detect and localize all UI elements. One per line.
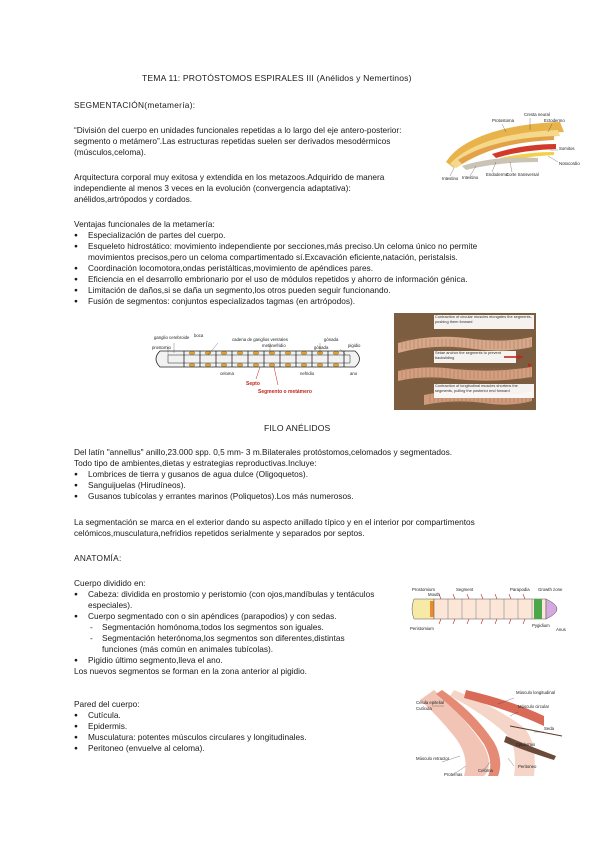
segmento-label: Segmento o metámero xyxy=(258,389,312,395)
diagram-shape xyxy=(481,594,483,599)
segmentacion-heading xyxy=(74,100,195,111)
diagram-shape xyxy=(453,594,455,599)
wall-label: Celoma xyxy=(478,768,493,773)
segment-fig-label: cadena de ganglios ventrales xyxy=(232,337,288,342)
definition-line: segmento o metámero”.Las estructuras repetidas suelen ser derivados mesodérmicos xyxy=(74,136,391,146)
list-item: ● Epidermis. xyxy=(74,721,307,732)
diagram-shape xyxy=(269,363,275,366)
filo-para-line: La segmentación se marca en el exterior dando su aspecto anillado típico y en el interior por compartimentos xyxy=(74,517,475,527)
body-wall-figure xyxy=(414,686,566,778)
list-item: funciones (más común en animales tubícolas). xyxy=(102,644,274,654)
diagram-shape xyxy=(495,594,497,599)
diagram-shape xyxy=(495,619,497,624)
list-item: ● Lombrices de tierra y gusanos de agua dulce (Oligoquetos). xyxy=(74,469,354,480)
page-title: TEMA 11: PROTÓSTOMOS ESPIRALES III (Anélidos y Nemertinos) xyxy=(142,73,412,83)
diagram-shape xyxy=(333,363,339,366)
segment-fig-label: ano xyxy=(350,371,358,376)
diagram-shape xyxy=(205,363,211,366)
segment-fig-label: metanefridio xyxy=(262,343,286,348)
body-label: Anus xyxy=(556,627,566,632)
body-label: Mouth xyxy=(428,592,440,597)
diagram-shape xyxy=(523,594,525,599)
anatomia-heading: ANATOMÍA: xyxy=(74,553,122,563)
pared-list xyxy=(74,710,307,754)
diagram-shape xyxy=(301,363,307,366)
list-item: movimientos precisos,pero un celoma compartimentado sí.Excavación eficiente,natación, peristalsis. xyxy=(88,252,458,262)
segment-fig-label: prostomio xyxy=(152,345,171,350)
diagram-shape xyxy=(509,619,511,624)
diagram-shape xyxy=(189,363,195,366)
segment-fig-label: gónada xyxy=(314,345,329,350)
body-label: Parapodia xyxy=(510,587,530,592)
diagram-shape xyxy=(523,619,525,624)
embryo-label: Protostoma xyxy=(492,118,514,123)
list-item: ● Fusión de segmentos: conjuntos especializados tagmas (en artrópodos). xyxy=(74,296,477,307)
list-item: ● Pigidio último segmento,lleva el ano. xyxy=(74,655,374,666)
filo-line: Del latín "annellus" anillo,23.000 spp. 0,5 mm- 3 m.Bilaterales protóstomos,celomados y segmentados. xyxy=(74,447,453,457)
diagram-shape xyxy=(509,594,511,599)
list-item: ● Cabeza: dividida en prostomio y peristomio (con ojos,mandíbulas y tentáculos xyxy=(74,589,374,600)
list-item: ● Sanguijuelas (Hirudíneos). xyxy=(74,480,354,491)
body-label: Segment xyxy=(456,587,474,592)
diagram-shape xyxy=(253,363,259,366)
body-plan-figure xyxy=(408,585,570,635)
diagram-shape xyxy=(333,351,339,354)
anatomia-nota: Los nuevos segmentos se forman en la zona anterior al pigidio. xyxy=(74,666,307,676)
body-label: Growth zone xyxy=(538,587,563,592)
list-item: ● Peritoneo (envuelve al celoma). xyxy=(74,743,307,754)
diagram-shape xyxy=(317,363,323,366)
segmentacion-heading-label: SEGMENTACIÓN xyxy=(74,100,145,110)
ventajas-list xyxy=(74,230,477,307)
wall-label: Músculo circular xyxy=(518,704,550,709)
list-item: ● Cuerpo segmentado con o sin apéndices (parapodios) y con sedas. xyxy=(74,611,374,622)
wall-label: Músculo longitudinal xyxy=(516,690,555,695)
segmentacion-heading-suffix: (metamería): xyxy=(144,100,196,110)
segmentation-figure xyxy=(150,333,370,395)
list-item: ● Limitación de daños,si se daña un segmento,los otros pueden seguir funcionando. xyxy=(74,285,477,296)
list-item: ● Esqueleto hidrostático: movimiento independiente por secciones,más preciso.Un celoma único no permite xyxy=(74,241,477,252)
list-item: - Segmentación homónoma,todos los segmentos son iguales. xyxy=(74,622,374,633)
body-label: Peristomium xyxy=(410,626,434,631)
wall-label: Seda xyxy=(544,726,555,731)
diagram-shape xyxy=(237,351,243,354)
embryo-figure xyxy=(440,110,580,182)
diagram-shape xyxy=(481,619,483,624)
embryo-label: Intestino xyxy=(462,175,479,180)
list-item: - Segmentación heterónoma,los segmentos son diferentes,distintas xyxy=(74,633,374,644)
arquitectura-line: independiente al menos 3 veces en la evolución (convergencia adaptativa): xyxy=(74,183,351,193)
diagram-shape xyxy=(285,363,291,366)
body-label: Pygidium xyxy=(532,623,550,628)
peristalsis-figure xyxy=(394,313,536,410)
list-item: ● Coordinación locomotora,ondas peristálticas,movimiento de apéndices pares. xyxy=(74,263,477,274)
segment-fig-label: nefridio xyxy=(300,371,315,376)
list-item: ● Gusanos tubícolas y errantes marinos (Poliquetos).Los más numerosos. xyxy=(74,491,354,502)
list-item: ● Eficiencia en el desarrollo embrionario por el uso de módulos repetidos y ahorro de información génica. xyxy=(74,274,477,285)
list-item: ● Cutícula. xyxy=(74,710,307,721)
embryo-label: Endodermo xyxy=(486,172,509,177)
diagram-shape xyxy=(467,594,469,599)
anatomia-intro: Cuerpo dividido en: xyxy=(74,578,146,588)
wall-label: Músculo retractor xyxy=(416,756,450,761)
definition-line: (músculos,celoma). xyxy=(74,147,146,157)
wall-label: Peritoneo xyxy=(518,764,537,769)
embryo-label: Cresta neural xyxy=(524,112,550,117)
diagram-shape xyxy=(439,619,441,624)
embryo-label: Intestino xyxy=(442,176,459,181)
diagram-shape xyxy=(221,363,227,366)
segment-fig-label: ganglio cerebroide xyxy=(154,335,190,340)
definition-line: “División del cuerpo en unidades funcionales repetidas a lo largo del eje antero-posterior: xyxy=(74,125,402,135)
wall-label: Cutícula xyxy=(416,706,432,711)
diagram-shape xyxy=(221,351,227,354)
diagram-shape xyxy=(189,351,195,354)
anatomia-list xyxy=(74,589,374,666)
segment-fig-label: boca xyxy=(194,333,204,338)
diagram-shape xyxy=(285,351,291,354)
pared-heading: Pared del cuerpo: xyxy=(74,699,140,709)
filo-line: Todo tipo de ambientes,dietas y estrategias reproductivas.Incluye: xyxy=(74,458,317,468)
diagram-shape xyxy=(467,619,469,624)
segment-fig-label: gónada xyxy=(324,337,339,342)
embryo-label: Ectodermo xyxy=(544,118,565,123)
diagram-shape xyxy=(237,363,243,366)
body-label: Prostomium xyxy=(412,587,435,592)
diagram-shape xyxy=(205,351,211,354)
filo-heading: FILO ANÉLIDOS xyxy=(264,423,331,433)
wall-label: Célula epitelial xyxy=(416,700,444,705)
arquitectura-line: Arquitectura corporal muy exitosa y extendida en los metazoos.Adquirido de manera xyxy=(74,172,385,182)
segment-fig-label: pigidio xyxy=(348,343,361,348)
peristalsis-caption: Contraction of longitudinal muscles shortens the segments, pulling the posterior end forward xyxy=(435,383,518,393)
diagram-shape xyxy=(253,351,259,354)
wall-label: Proteínas xyxy=(444,772,463,777)
peristalsis-caption: Setae anchor the segments to prevent backsliding xyxy=(435,350,501,360)
septo-label: Septo xyxy=(246,381,260,387)
ventajas-heading: Ventajas funcionales de la metamería: xyxy=(74,219,215,229)
peristalsis-caption: Contraction of circular muscles elongates the segments, pushing them forward xyxy=(435,314,532,324)
wall-label: Epidermis xyxy=(516,742,536,747)
list-item: especiales). xyxy=(88,600,133,610)
filo-list xyxy=(74,469,354,502)
list-item: ● Musculatura: potentes músculos circulares y longitudinales. xyxy=(74,732,307,743)
segment-fig-label: celoma xyxy=(220,371,234,376)
diagram-shape xyxy=(301,351,307,354)
list-item: ● Especialización de partes del cuerpo. xyxy=(74,230,477,241)
embryo-label: Notocordio xyxy=(559,161,580,166)
embryo-label: Somitos xyxy=(559,146,575,151)
embryo-label: Corte transversal xyxy=(506,172,539,177)
diagram-shape xyxy=(453,619,455,624)
filo-para-line: celómicos,musculatura,nefridios repetidos serialmente y separados por septos. xyxy=(74,528,365,538)
arquitectura-line: anélidos,artrópodos y cordados. xyxy=(74,194,193,204)
